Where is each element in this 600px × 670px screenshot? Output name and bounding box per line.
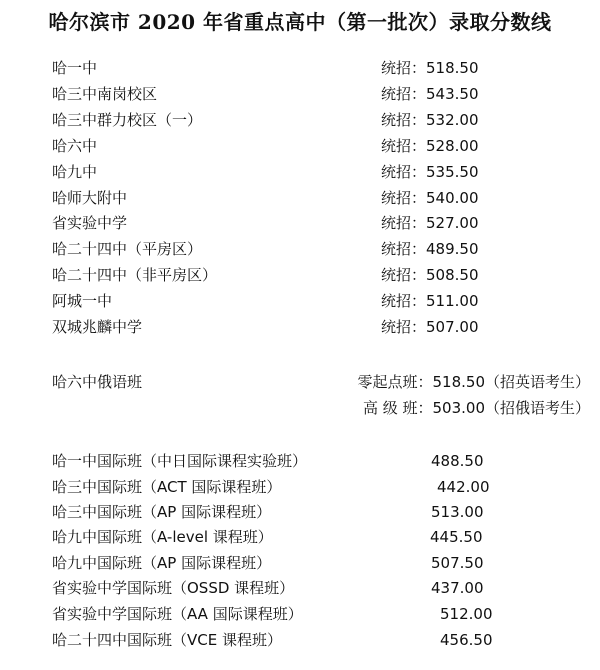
russian-class-beginner-score: 零起点班：518.50（招英语考生） [357, 373, 590, 391]
intl-class-name: 哈三中国际班（AP 国际课程班） [52, 503, 272, 521]
intl-class-score: 512.00 [440, 605, 493, 623]
school-name: 省实验中学 [52, 214, 128, 232]
school-score: 统招：535.50 [381, 163, 479, 181]
school-name: 哈六中 [52, 137, 98, 155]
intl-class-name: 哈九中国际班（AP 国际课程班） [52, 554, 272, 572]
table-row [0, 263, 600, 287]
school-score: 统招：540.00 [381, 189, 479, 207]
school-score: 统招：507.00 [381, 318, 479, 336]
school-name: 哈九中 [52, 163, 98, 181]
table-row [0, 289, 600, 313]
school-name: 哈三中群力校区（一） [52, 111, 203, 129]
intl-class-name: 哈三中国际班（ACT 国际课程班） [52, 478, 282, 496]
intl-class-name: 哈九中国际班（A-level 课程班） [52, 528, 273, 546]
table-row [0, 211, 600, 235]
school-score: 统招：528.00 [381, 137, 479, 155]
intl-class-score: 488.50 [431, 452, 484, 470]
school-name: 哈二十四中（非平房区） [52, 266, 218, 284]
school-score: 统招：527.00 [381, 214, 479, 232]
school-score: 统招：543.50 [381, 85, 479, 103]
table-row [0, 576, 600, 600]
table-row [0, 449, 600, 473]
school-score: 统招：489.50 [381, 240, 479, 258]
table-row [0, 500, 600, 524]
table-row [0, 475, 600, 499]
school-name: 哈六中俄语班 [52, 373, 143, 391]
intl-class-name: 省实验中学国际班（OSSD 课程班） [52, 579, 295, 597]
school-name: 哈师大附中 [52, 189, 128, 207]
intl-class-name: 省实验中学国际班（AA 国际课程班） [52, 605, 303, 623]
table-row [0, 602, 600, 626]
russian-class-row [0, 370, 600, 394]
table-row [0, 628, 600, 652]
intl-class-name: 哈一中国际班（中日国际课程实验班） [52, 452, 308, 470]
table-row [0, 525, 600, 549]
school-score: 统招：532.00 [381, 111, 479, 129]
table-row [0, 237, 600, 261]
table-row [0, 186, 600, 210]
russian-class-row [0, 396, 600, 420]
table-row [0, 551, 600, 575]
table-row [0, 160, 600, 184]
intl-class-score: 437.00 [431, 579, 484, 597]
intl-class-score: 507.50 [431, 554, 484, 572]
table-row [0, 56, 600, 80]
school-name: 哈一中 [52, 59, 98, 77]
russian-class-advanced-score: 高 级 班：503.00（招俄语考生） [362, 399, 590, 417]
school-score: 统招：518.50 [381, 59, 479, 77]
table-row [0, 315, 600, 339]
school-name: 阿城一中 [52, 292, 113, 310]
school-name: 哈二十四中（平房区） [52, 240, 203, 258]
page-title: 哈尔滨市 2020 年省重点高中（第一批次）录取分数线 [48, 10, 552, 34]
table-row [0, 134, 600, 158]
table-row [0, 82, 600, 106]
intl-class-score: 456.50 [440, 631, 493, 649]
intl-class-name: 哈二十四中国际班（VCE 课程班） [52, 631, 282, 649]
intl-class-score: 442.00 [437, 478, 490, 496]
school-score: 统招：511.00 [381, 292, 479, 310]
school-name: 哈三中南岗校区 [52, 85, 158, 103]
school-name: 双城兆麟中学 [52, 318, 143, 336]
intl-class-score: 445.50 [430, 528, 483, 546]
intl-class-score: 513.00 [431, 503, 484, 521]
school-score: 统招：508.50 [381, 266, 479, 284]
table-row [0, 108, 600, 132]
